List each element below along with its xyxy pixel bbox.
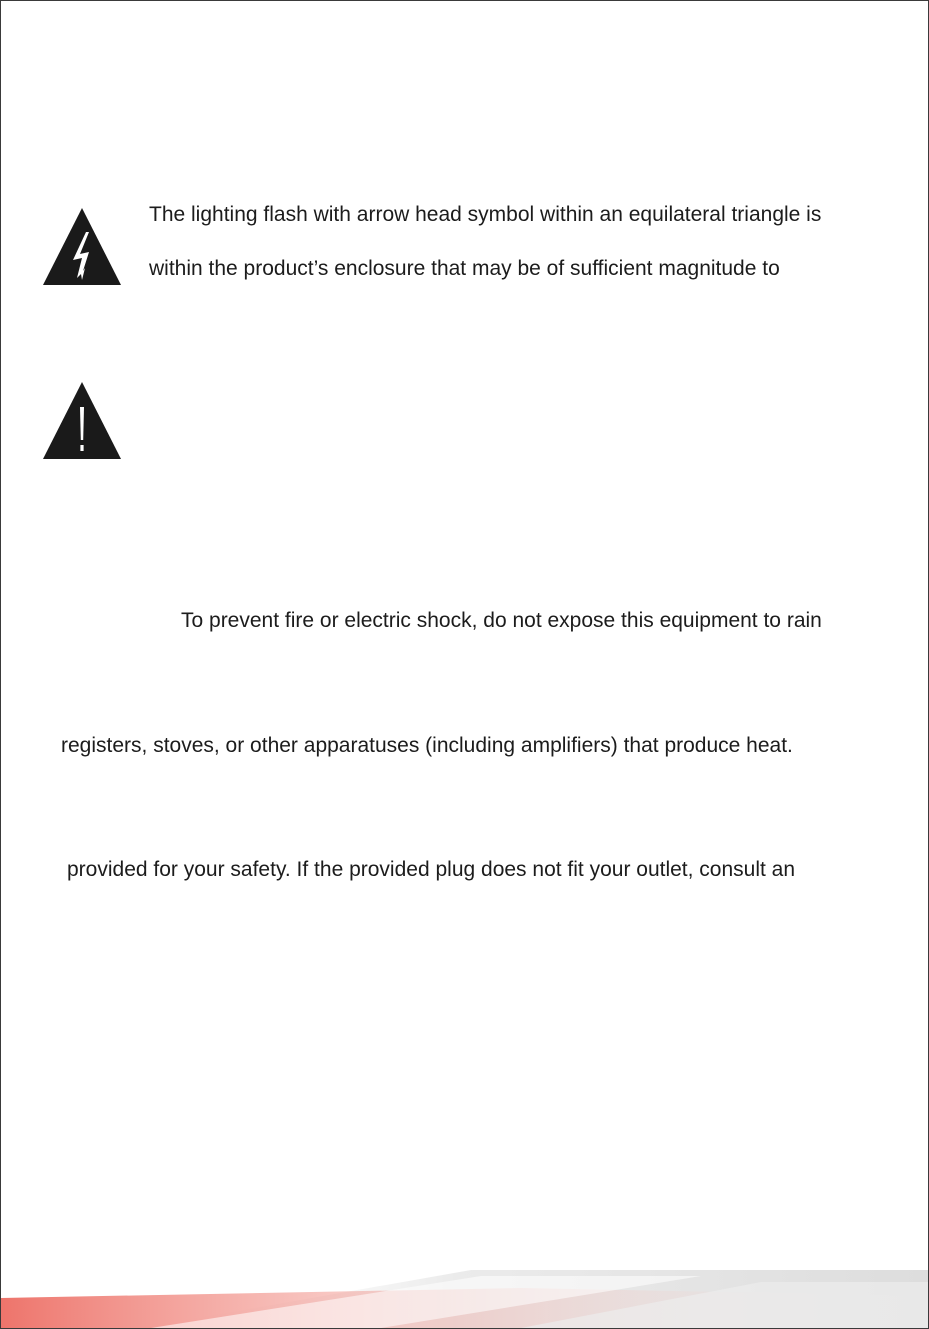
exclamation-triangle-icon <box>42 380 122 460</box>
lightning-warning-line-2: within the product’s enclosure that may be of sufficient magnitude to <box>149 257 780 280</box>
lightning-warning-icon <box>42 206 122 286</box>
body-line-heat-sources: registers, stoves, or other apparatuses (including amplifiers) that produce heat. <box>61 734 793 757</box>
lightning-warning-line-1: The lighting flash with arrow head symbol within an equilateral triangle is <box>149 203 822 226</box>
footer-swoosh-graphic <box>1 1268 928 1328</box>
lightning-triangle-icon <box>42 206 122 286</box>
body-line-rain-warning: To prevent fire or electric shock, do not expose this equipment to rain <box>181 609 822 632</box>
footer-decorative-band <box>1 1268 928 1328</box>
exclamation-warning-icon <box>42 380 122 460</box>
body-line-plug-safety: provided for your safety. If the provided plug does not fit your outlet, consult an <box>67 858 796 881</box>
